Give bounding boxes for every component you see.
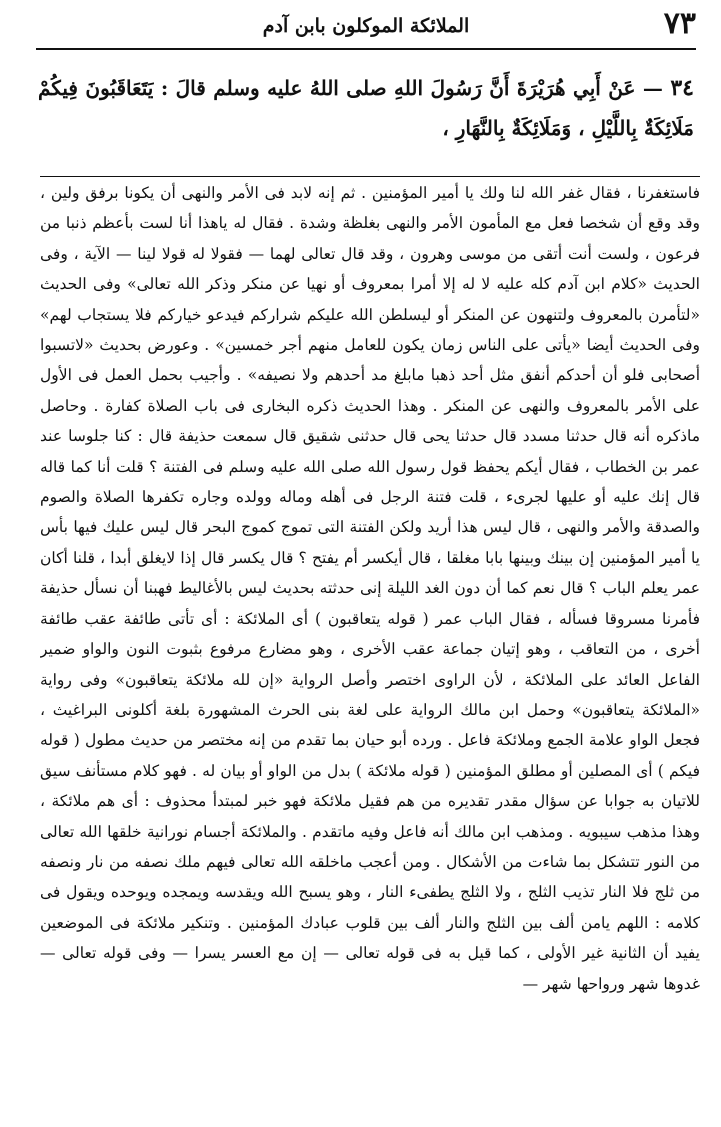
hadith-text (38, 68, 694, 166)
section-divider (40, 176, 700, 177)
hadith-body: — عَنْ أَبِي هُرَيْرَةَ أَنَّ رَسُولَ اللهِ صلى اللهُ عليه وسلم قالَ : يَتَعَاقَبُونَ فِيكُمْ مَلَائِكَةٌ بِاللَّيْلِ ، وَمَلَائِكَةٌ بِالنَّهَارِ ، (38, 76, 694, 140)
commentary-text: فاستغفرنا ، فقال غفر الله لنا ولك يا أمير المؤمنين . ثم إنه لابد فى الأمر والنهى أن يكونا برفق ولين ، وقد وقع أن شخصا فعل مع المأمون الأمر والنهى بغلظة وشدة . فقال له ياهذا أنا لست بأعظم ذنبا من فرعون ، ولست أنت أتقى من موسى وهرون ، وقد قال تعالى لهما — فقولا له قولا لينا — الآية ، وفى الحديث «كلام ابن آدم كله عليه لا له إلا أمرا بمعروف أو نهيا عن منكر وذكر الله تعالى» وفى الحديث «لتأمرن بالمعروف ولتنهون عن المنكر أو ليسلطن الله عليكم شراركم فيدعو خياركم فلا يستجاب لهم» وفى الحديث أيضا «يأتى على الناس زمان يكون للعامل منهم أجر خمسين» . وعورض بحديث «لاتسبوا أصحابى فلو أن أحدكم أنفق مثل أحد ذهبا مابلغ مد أحدهم ولا نصيفه» . وأجيب بحمل العمل فى الأول على الأمر بالمعروف والنهى عن المنكر . وهذا الحديث ذكره البخارى فى باب الصلاة كفارة . وحاصل ماذكره أنه قال حدثنا مسدد قال حدثنا يحى قال حدثنى شقيق قال سمعت حذيفة قال : كنا جلوسا عند عمر بن الخطاب ، فقال أيكم يحفظ قول رسول الله صلى الله عليه وسلم فى الفتنة ؟ قلت أنا كما قاله قال إنك عليه أو عليها لجرىء ، قلت فتنة الرجل فى أهله وماله وولده وجاره تكفرها الصلاة والصوم والصدقة والأمر والنهى ، قال ليس هذا أريد ولكن الفتنة التى تموج كموج البحر قال ليس عليك فيها بأس يا أمير المؤمنين إن بينك وبينها بابا مغلقا ، قال أيكسر أم يفتح ؟ قال يكسر قال إذا لايغلق أبدا ، قلنا أكان عمر يعلم الباب ؟ قال نعم كما أن دون الغد الليلة إنى حدثته بحديث ليس بالأغاليط فهبنا أن نسأل حذيفة فأمرنا مسروقا فسأله ، فقال الباب عمر ( قوله يتعاقبون ) أى الملائكة : أى تأتى طائفة عقب طائفة أخرى ، من التعاقب ، وهو إتيان جماعة عقب الأخرى ، وهو مضارع مرفوع بثبوت النون والواو ضمير الفاعل العائد على الملائكة ، لأن الراوى اختصر وأصل الرواية «إن لله ملائكة يتعاقبون» وفى رواية «الملائكة يتعاقبون» وحمل ابن مالك الرواية على لغة بنى الحرث المشهورة بلغة أكلونى البراغيث ، فجعل الواو علامة الجمع وملائكة فاعل . ورده أبو حيان بما تقدم من إنه مختصر من حديث مطول ( قوله فيكم ) أى المصلين أو مطلق المؤمنين ( قوله ملائكة ) بدل من الواو أو بيان له . فهو كلام مستأنف سيق للاتيان به جوابا عن سؤال مقدر تقديره من هم فقيل ملائكة فهو خبر لمبتدأ محذوف : أى هم ملائكة ، وهذا مذهب سيبويه . ومذهب ابن مالك أنه فاعل وفيه ماتقدم . والملائكة أجسام نورانية خلقها الله تعالى من النور تتشكل بما شاءت من الأشكال . ومن أعجب ماخلقه الله تعالى فيهم ملك نصفه من نار ونصفه من ثلج فلا النار تذيب الثلج ، ولا الثلج يطفىء النار ، وهو يسبح الله ويقدسه ويمجده ويوحده ويقول فى كلامه : اللهم يامن ألف بين الثلج والنار ألف بين قلوب عبادك المؤمنين . وتنكير ملائكة فى الموضعين يفيد أن الثانية غير الأولى ، كما قيل به فى قوله تعالى — إن مع العسر يسرا — وفى قوله تعالى — غدوها شهر ورواحها شهر — (40, 184, 700, 993)
hadith-number: ٣٤ (670, 75, 694, 101)
page-number: ٧٣ (663, 6, 696, 41)
page-header (36, 4, 696, 50)
running-title: الملائكة الموكلون بابن آدم (262, 15, 470, 37)
